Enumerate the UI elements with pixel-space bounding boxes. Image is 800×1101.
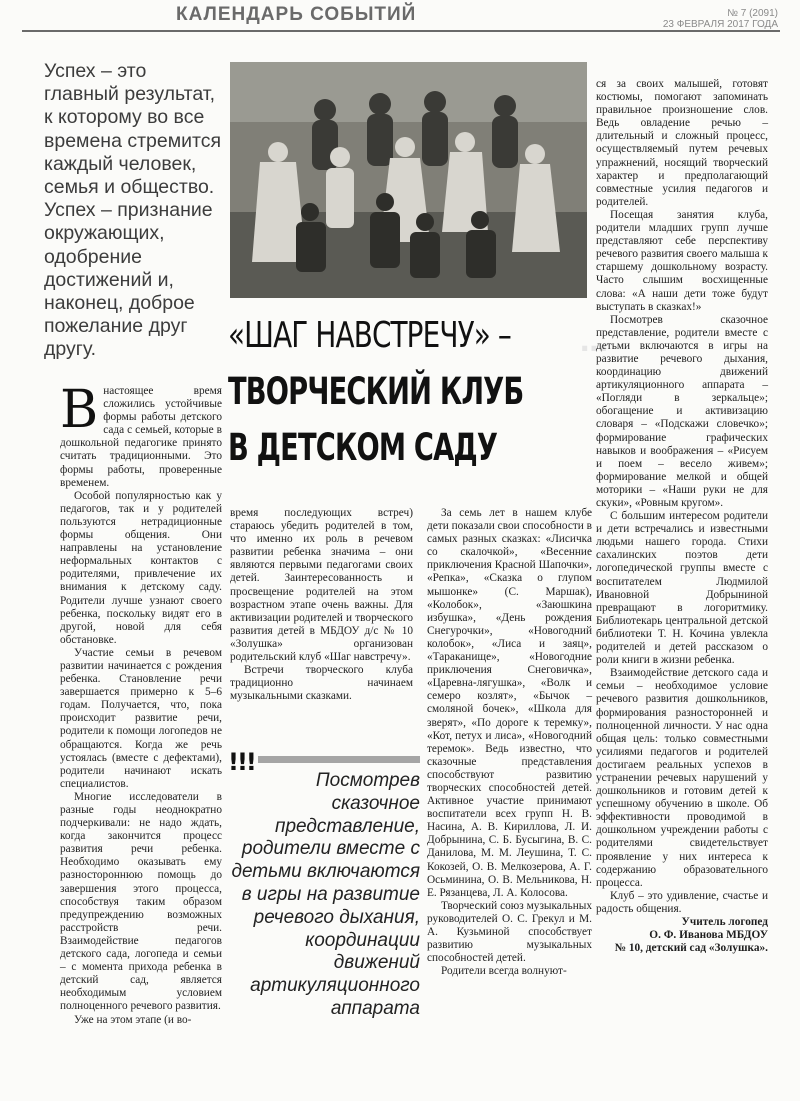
column-3: [427, 507, 592, 978]
quote-paragraph-1: Успех – это главный результат, к которому во все времена стремится каждый человек, семья и общество.: [44, 60, 222, 199]
col4-paragraph-1: ся за своих малышей, готовят костюмы, помогают запоминать правильное произношение слов. Ведь овладение речью – длительный и сложный процесс, осуществляемый путем речевых упражнений, носящий творческий характер и предполагающий совместные усилия педагогов и родителей.: [596, 78, 768, 208]
col4-paragraph-6: Клуб – это удивление, счастье и радость общения.: [596, 889, 768, 915]
headline-line-2: ТВОРЧЕСКИЙ КЛУБ: [228, 370, 524, 413]
ghost-print-through: …: [580, 325, 608, 358]
issue-number: № 7 (2091): [727, 8, 778, 19]
col1-paragraph-1-text: настоящее время сложились устойчивые формы работы детского сада с семьей, которые в дошкольной педагогике принято считать традиционными. Это формы работы, проверенные временем.: [60, 385, 222, 489]
col1-paragraph-4: Многие исследователи в разные годы неоднократно подчеркивали: не надо ждать, когда закончится процесс развития речи ребенка. Необходимо оказывать ему разностороннюю помощь до завершения этого процесса, способствуя таким образом предупреждению возможных расстройств речи. Взаимодействие педагогов детского сада, логопеда и семьи – с момента прихода ребенка в детский сад, является необходимым условием полноценного речевого развития.: [60, 790, 222, 1013]
col3-paragraph-1: За семь лет в нашем клубе дети показали свои способности в самых разных сказках: «Лисичка со скалочкой», «Весенние приключения Красной Шапочки», «Репка», «Сказка о глупом мышонке» (С. Маршак), «Колобок», «Заюшкина избушка», «День рождения Снегурочки», «Новогодний колобок», «Лиса и заяц», «Тараканище», «Новогодние приключения Снеговичка», «Царевна-лягушка», «Волк и семеро козлят», «Бычок – смоляной бочек», «Школа для зверят», «По дороге к теремку», «Кот, петух и лиса», «Новогодний теремок». Ведь известно, что сказочные представления способствуют развитию творческих способностей детей. Активное участие принимают воспитатели всех групп Н. В. Насина, А. В. Кириллова, Л. И. Добрынина, С. Б. Бусыгина, В. С. Данилова, М. М. Леушина, Т. С. Кокозей, О. В. Мелкозерова, А. Г. Осьминина, О. В. Мельникова, Н. Е. Рязанцева, Л. А. Колосова.: [427, 507, 592, 899]
col2-paragraph-2: Встречи творческого клуба традиционно начинаем музыкальными сказками.: [230, 664, 413, 703]
col2-paragraph-1: время последующих встреч) стараюсь убедить родителей в том, что именно их роль в речевом развитии ребенка значима – они являются первыми педагогами своих детей. Заинтересованность и просвещение родителей на этом возрастном этапе очень важны. Для активизации родителей и творческого развития детей в МБДОУ д/с № 10 «Золушка» организован родительский клуб «Шаг навстречу».: [230, 507, 413, 664]
column-2: [230, 507, 413, 703]
issue-info: [663, 8, 778, 30]
col1-paragraph-5: Уже на этом этапе (и во-: [74, 1013, 192, 1026]
column-1: [60, 380, 222, 1027]
issue-date: 23 ФЕВРАЛЯ 2017 ГОДА: [662, 19, 778, 30]
col1-paragraph-2: Особой популярностью как у педагогов, так и у родителей пользуются нетрадиционные формы общения. Они направлены на установление неформальных контактов с родителями, привлечение их внимания к детскому саду. Родители лучше узнают своего ребенка, поскольку видят его в другой, новой для себя обстановке.: [60, 489, 222, 646]
headline-line-3: В ДЕТСКОМ САДУ: [228, 426, 498, 469]
club-group-photo: [230, 62, 587, 298]
rubric-title: КАЛЕНДАРЬ СОБЫТИЙ: [176, 4, 417, 25]
col4-paragraph-4: С большим интересом родители и дети встречались и известными людьми нашего города. Стихи сахалинских поэтов дети логопедической группы вместе с воспитателем Людмилой Ивановной Добрыниной превращают в логоритмику. Библиотекарь центральной детской библиотеки Т. Н. Кочина увлекла родителей и детей рассказом о роли книги в жизни ребенка.: [596, 510, 768, 667]
col4-paragraph-5: Взаимодействие детского сада и семьи – необходимое условие речевого развития дошкольников, формирования разносторонней и полноценной личности. У нас одна общая цель: только совместными усилиями педагогов и родителей достигаем реальных успехов в устранении речевых нарушений у дошкольников и готовим детей к успешному обучению в школе. Об эффективности проводимой в дошкольном учреждении работы с родителями свидетельствует проявление у них интереса к содержанию образовательного процесса.: [596, 667, 768, 889]
column-4: [596, 78, 768, 955]
quote-paragraph-2: Успех – признание окружающих, одобрение достижений и, наконец, доброе пожелание друг другу.: [44, 199, 213, 361]
col4-paragraph-3: Посмотрев сказочное представление, родители вместе с детьми включаются в игры на развитие речевого дыхания, координацию движений артикуляционного аппарата – «Погляди в зеркальце»; обогащение и активизацию словаря – «Подскажи словечко»; формирование графических навыков и воображения – «Рисуем и поем – весело живем»; формирование мелкой и общей моторики – «Наши руки не для скуки», «Ровным кругом».: [596, 313, 768, 509]
pull-quote: Посмотрев сказочное представление, родители вместе с детьми включаются в игры на развитие речевого дыхания, координации движений артикуляционного аппарата: [231, 770, 420, 1019]
author-title: Учитель логопед: [681, 916, 768, 928]
lead-quote: [44, 60, 224, 362]
header-rule: [22, 30, 780, 32]
photo-illustration: [230, 62, 587, 298]
article-headline: [228, 308, 593, 476]
headline-line-1: «ШАГ НАВСТРЕЧУ» –: [228, 315, 511, 356]
col3-paragraph-2: Творческий союз музыкальных руководителей О. С. Грекул и М. А. Кузьминой способствует развитию музыкальных способностей детей.: [427, 899, 592, 965]
col4-paragraph-2: Посещая занятия клуба, родители младших групп лучше представляют себе перспективу речевого развития своего малыша к старшему дошкольному возрасту. Часто слышим восхищенные слова: «А наши дети тоже будут выступать в сказках!»: [596, 208, 768, 313]
col1-paragraph-1: [60, 380, 222, 490]
author-organization: № 10, детский сад «Золушка».: [614, 942, 768, 955]
callout-exclamation: !!!: [228, 748, 255, 776]
col3-paragraph-3: Родители всегда волнуют-: [441, 965, 567, 978]
col1-paragraph-3: Участие семьи в речевом развитии начинается с рождения ребенка. Становление речи завершается примерно к 5–6 годам. Получается, что, пока происходит развитие речи, родители к помощи логопедов не обращаются. Когда же речь устоялась (вместе с дефектами), родители начинают искать специалистов.: [60, 646, 222, 790]
drop-cap: В: [60, 380, 99, 440]
author-name: О. Ф. Иванова МБДОУ: [649, 929, 768, 942]
callout-bar: [258, 756, 420, 763]
